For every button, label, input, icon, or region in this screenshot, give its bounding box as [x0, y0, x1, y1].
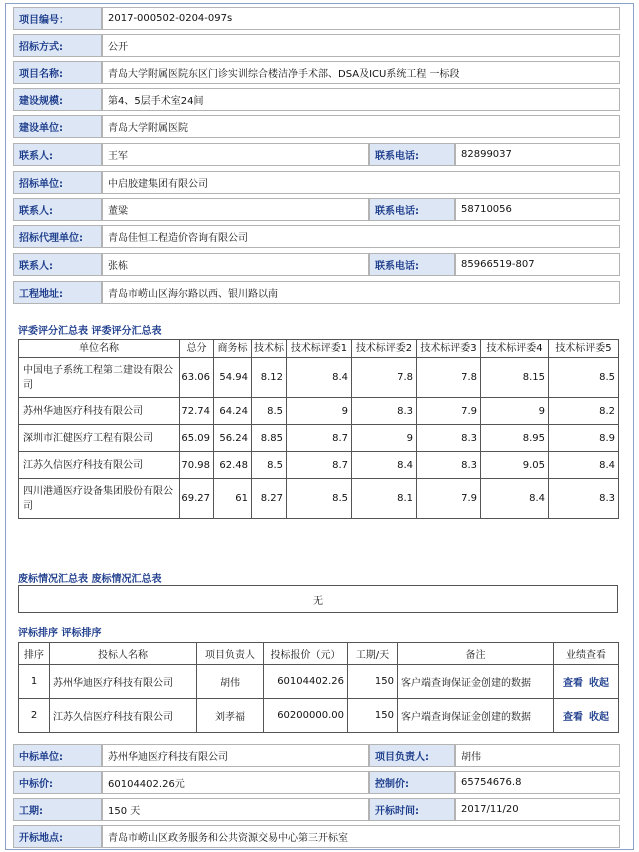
tech-score: 8.12 [252, 358, 287, 398]
period-value: 150 天 [102, 798, 369, 821]
leader-label: 项目负责人: [369, 744, 455, 767]
contact2-value: 董粱 [102, 198, 369, 221]
company-name: 四川港通医疗设备集团股份有限公司 [19, 479, 180, 519]
scale-label: 建设规模: [13, 88, 102, 111]
score-table [18, 339, 619, 519]
place-value: 青岛市崂山区政务服务和公共资源交易中心第三开标室 [102, 825, 620, 848]
company-name: 深圳市汇健医疗工程有限公司 [19, 425, 180, 452]
control-price-label: 控制价: [369, 771, 455, 794]
contact3-label: 联系人: [13, 253, 102, 276]
total-score: 70.98 [180, 452, 214, 479]
total-score: 65.09 [180, 425, 214, 452]
tech-score: 8.5 [252, 398, 287, 425]
info-row-period [13, 798, 620, 825]
rank-header-rank: 排序 [19, 643, 50, 665]
place-label: 开标地点: [13, 825, 102, 848]
collapse-link[interactable]: 收起 [589, 712, 609, 723]
rank-table [18, 642, 619, 733]
tech-score: 8.27 [252, 479, 287, 519]
work-days: 150 [348, 699, 398, 733]
view-link[interactable]: 查看 [563, 678, 583, 689]
scale-value: 第4、5层手术室24间 [102, 88, 620, 111]
score-header-tech: 技术标 [252, 340, 287, 358]
score-header-total: 总分 [180, 340, 214, 358]
score-header-row [19, 340, 619, 358]
total-score: 72.74 [180, 398, 214, 425]
rank-number: 2 [19, 699, 50, 733]
rank-section-title: 评标排序 评标排序 [18, 628, 102, 639]
bid-method-label: 招标方式: [13, 34, 102, 57]
rank-header-view: 业绩查看 [554, 643, 619, 665]
view-cell [554, 665, 619, 699]
info-row-place [13, 825, 620, 849]
contact2-label: 联系人: [13, 198, 102, 221]
collapse-link[interactable]: 收起 [589, 678, 609, 689]
judge2-score: 8.4 [352, 452, 417, 479]
info-row-scale [13, 88, 620, 115]
judge5-score: 8.5 [549, 358, 619, 398]
info-row-price [13, 771, 620, 798]
winner-label: 中标单位: [13, 744, 102, 767]
contact2-phone-label: 联系电话: [369, 198, 455, 221]
score-header-judge1: 技术标评委1 [287, 340, 352, 358]
judge1-score: 8.5 [287, 479, 352, 519]
judge3-score: 8.3 [417, 425, 481, 452]
info-row-winner [13, 744, 620, 771]
company-name: 江苏久信医疗科技有限公司 [19, 452, 180, 479]
project-no-label: 项目编号： [13, 7, 102, 30]
waste-section-title: 废标情况汇总表 废标情况汇总表 [18, 574, 162, 585]
table-row [19, 425, 619, 452]
period-label: 工期: [13, 798, 102, 821]
table-row [19, 358, 619, 398]
table-row [19, 398, 619, 425]
bid-price: 60200000.00 [264, 699, 348, 733]
contact1-value: 王军 [102, 143, 369, 166]
total-score: 69.27 [180, 479, 214, 519]
judge2-score: 8.1 [352, 479, 417, 519]
work-days: 150 [348, 665, 398, 699]
score-header-judge3: 技术标评委3 [417, 340, 481, 358]
judge5-score: 8.4 [549, 452, 619, 479]
contact3-value: 张栋 [102, 253, 369, 276]
judge5-score: 8.2 [549, 398, 619, 425]
judge2-score: 7.8 [352, 358, 417, 398]
control-price-value: 65754676.8 [455, 771, 620, 794]
info-row-agency [13, 225, 620, 252]
view-cell [554, 699, 619, 733]
judge2-score: 8.3 [352, 398, 417, 425]
bidder-name: 江苏久信医疗科技有限公司 [50, 699, 197, 733]
project-no-value: 2017-000502-0204-097s [102, 7, 620, 30]
judge4-score: 9.05 [481, 452, 549, 479]
judge1-score: 8.7 [287, 452, 352, 479]
project-leader: 胡伟 [197, 665, 264, 699]
business-score: 61 [214, 479, 252, 519]
business-score: 64.24 [214, 398, 252, 425]
note: 客户端查询保证金创建的数据 [398, 699, 554, 733]
score-header-judge4: 技术标评委4 [481, 340, 549, 358]
score-header-name: 单位名称 [19, 340, 180, 358]
project-leader: 刘孝福 [197, 699, 264, 733]
address-label: 工程地址: [13, 281, 102, 304]
info-row-project-name [13, 61, 620, 88]
contact1-label: 联系人: [13, 143, 102, 166]
project-name-label: 项目名称: [13, 61, 102, 84]
tech-score: 8.5 [252, 452, 287, 479]
judge4-score: 8.15 [481, 358, 549, 398]
info-row-builder [13, 115, 620, 142]
judge4-score: 8.95 [481, 425, 549, 452]
project-name-value: 青岛大学附属医院东区门诊实训综合楼洁净手术部、DSA及ICU系统工程 一标段 [102, 61, 620, 84]
info-row-contact2 [13, 198, 620, 225]
winner-value: 苏州华迪医疗科技有限公司 [102, 744, 369, 767]
leader-value: 胡伟 [455, 744, 620, 767]
rank-header-price: 投标报价（元） [264, 643, 348, 665]
agency-label: 招标代理单位: [13, 225, 102, 248]
bidder-name: 苏州华迪医疗科技有限公司 [50, 665, 197, 699]
contact1-phone-value: 82899037 [455, 143, 620, 166]
judge1-score: 8.7 [287, 425, 352, 452]
view-link[interactable]: 查看 [563, 712, 583, 723]
open-time-label: 开标时间: [369, 798, 455, 821]
rank-header-bidder: 投标人名称 [50, 643, 197, 665]
info-row-address [13, 281, 620, 308]
judge4-score: 9 [481, 398, 549, 425]
open-time-value: 2017/11/20 [455, 798, 620, 821]
total-score: 63.06 [180, 358, 214, 398]
note: 客户端查询保证金创建的数据 [398, 665, 554, 699]
rank-header-note: 备注 [398, 643, 554, 665]
judge3-score: 7.9 [417, 398, 481, 425]
judge1-score: 8.4 [287, 358, 352, 398]
score-header-business: 商务标 [214, 340, 252, 358]
score-header-judge2: 技术标评委2 [352, 340, 417, 358]
score-section-title: 评委评分汇总表 评委评分汇总表 [18, 326, 162, 337]
bid-price: 60104402.26 [264, 665, 348, 699]
agency-value: 青岛佳恒工程造价咨询有限公司 [102, 225, 620, 248]
company-name: 苏州华迪医疗科技有限公司 [19, 398, 180, 425]
rank-header-row [19, 643, 619, 665]
judge3-score: 7.9 [417, 479, 481, 519]
contact3-phone-label: 联系电话: [369, 253, 455, 276]
win-price-label: 中标价: [13, 771, 102, 794]
info-row-contact1 [13, 143, 620, 170]
judge5-score: 8.3 [549, 479, 619, 519]
rank-header-days: 工期/天 [348, 643, 398, 665]
info-row-tender-unit [13, 171, 620, 198]
judge4-score: 8.4 [481, 479, 549, 519]
business-score: 56.24 [214, 425, 252, 452]
judge2-score: 9 [352, 425, 417, 452]
table-row [19, 452, 619, 479]
tender-unit-value: 中启胶建集团有限公司 [102, 171, 620, 194]
contact1-phone-label: 联系电话: [369, 143, 455, 166]
builder-value: 青岛大学附属医院 [102, 115, 620, 138]
info-row-contact3 [13, 253, 620, 280]
judge5-score: 8.9 [549, 425, 619, 452]
win-price-value: 60104402.26元 [102, 771, 369, 794]
info-row-project-no [13, 7, 620, 34]
contact3-phone-value: 85966519-807 [455, 253, 620, 276]
table-row [19, 665, 619, 699]
bid-method-value: 公开 [102, 34, 620, 57]
waste-content: 无 [18, 585, 618, 613]
tender-unit-label: 招标单位: [13, 171, 102, 194]
business-score: 54.94 [214, 358, 252, 398]
company-name: 中国电子系统工程第二建设有限公司 [19, 358, 180, 398]
table-row [19, 479, 619, 519]
rank-number: 1 [19, 665, 50, 699]
builder-label: 建设单位: [13, 115, 102, 138]
judge3-score: 8.3 [417, 452, 481, 479]
info-row-bid-method [13, 34, 620, 61]
tech-score: 8.85 [252, 425, 287, 452]
score-header-judge5: 技术标评委5 [549, 340, 619, 358]
contact2-phone-value: 58710056 [455, 198, 620, 221]
business-score: 62.48 [214, 452, 252, 479]
rank-header-leader: 项目负责人 [197, 643, 264, 665]
judge3-score: 7.8 [417, 358, 481, 398]
table-row [19, 699, 619, 733]
judge1-score: 9 [287, 398, 352, 425]
address-value: 青岛市崂山区海尔路以西、银川路以南 [102, 281, 620, 304]
